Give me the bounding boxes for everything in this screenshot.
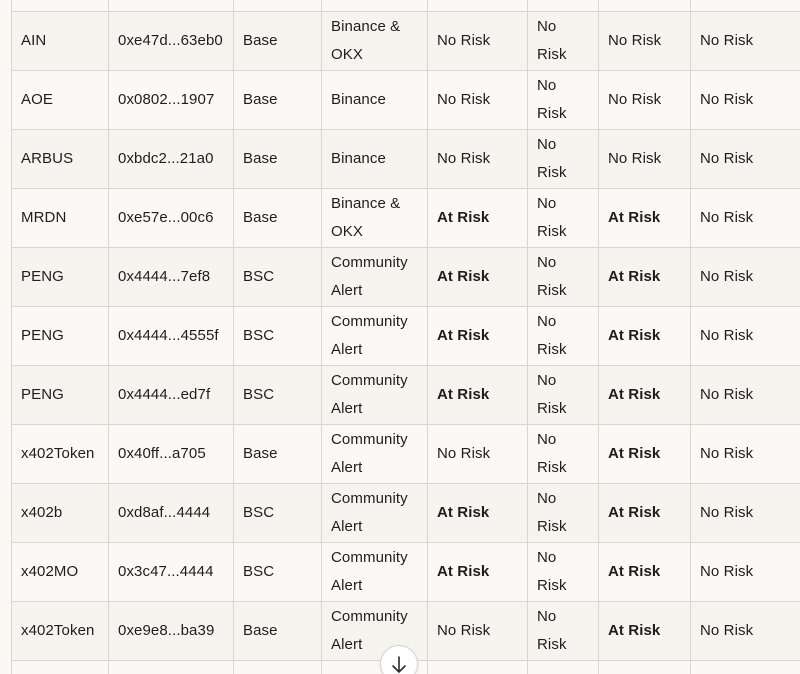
table-row <box>12 248 800 307</box>
risk-cell-4: No Risk <box>691 71 800 130</box>
token-cell <box>12 661 109 674</box>
risk-cell-4: No Risk <box>691 248 800 307</box>
risk-cell-3: At Risk <box>599 189 691 248</box>
source-cell: Community Alert <box>322 484 428 543</box>
risk-cell-1: No Risk <box>428 130 528 189</box>
chain-cell: Base <box>234 12 322 71</box>
chain-cell: Base <box>234 425 322 484</box>
token-cell: PENG <box>12 307 109 366</box>
risk-cell-2: No Risk <box>528 248 599 307</box>
source-cell: Binance & OKX <box>322 189 428 248</box>
table-body <box>12 0 800 674</box>
source-cell: Binance & OKX <box>322 12 428 71</box>
risk-cell-4: No Risk <box>691 425 800 484</box>
table-row <box>12 484 800 543</box>
table-row <box>12 130 800 189</box>
address-cell: 0x4444...ed7f <box>109 366 234 425</box>
token-cell: PENG <box>12 366 109 425</box>
risk-cell-3 <box>599 0 691 12</box>
risk-cell-1: No Risk <box>428 602 528 661</box>
chain-cell: BSC <box>234 543 322 602</box>
risk-cell-1: At Risk <box>428 189 528 248</box>
risk-cell-4 <box>691 0 800 12</box>
risk-cell-4: No Risk <box>691 307 800 366</box>
address-cell <box>109 0 234 12</box>
risk-cell-2: No Risk <box>528 366 599 425</box>
risk-cell-4: No Risk <box>691 189 800 248</box>
risk-cell-3: At Risk <box>599 425 691 484</box>
risk-cell-3: No Risk <box>599 71 691 130</box>
risk-cell-1: No Risk <box>428 12 528 71</box>
source-cell: Binance <box>322 71 428 130</box>
risk-cell-2: No Risk <box>528 189 599 248</box>
token-cell: PENG <box>12 248 109 307</box>
token-cell: x402MO <box>12 543 109 602</box>
risk-cell-4: No Risk <box>691 484 800 543</box>
risk-cell-2: No Risk <box>528 71 599 130</box>
risk-cell-3: No Risk <box>599 12 691 71</box>
source-cell: Community Alert <box>322 425 428 484</box>
token-risk-table <box>11 0 800 674</box>
risk-cell-3: At Risk <box>599 602 691 661</box>
address-cell: 0x4444...4555f <box>109 307 234 366</box>
risk-cell-2: No Risk <box>528 307 599 366</box>
table-row <box>12 366 800 425</box>
address-cell: 0xd8af...4444 <box>109 484 234 543</box>
table-row <box>12 425 800 484</box>
risk-cell-2: No Risk <box>528 484 599 543</box>
chain-cell: BSC <box>234 366 322 425</box>
risk-cell-2 <box>528 0 599 12</box>
chain-cell <box>234 661 322 674</box>
risk-cell-4: No Risk <box>691 543 800 602</box>
chain-cell: BSC <box>234 248 322 307</box>
chain-cell: BSC <box>234 484 322 543</box>
chain-cell: Base <box>234 602 322 661</box>
chain-cell: BSC <box>234 307 322 366</box>
source-cell: Community Alert <box>322 543 428 602</box>
risk-cell-4: No Risk <box>691 602 800 661</box>
chain-cell: Base <box>234 130 322 189</box>
address-cell: 0xe47d...63eb0 <box>109 12 234 71</box>
token-cell: x402Token <box>12 602 109 661</box>
risk-cell-3: At Risk <box>599 248 691 307</box>
token-cell: ARBUS <box>12 130 109 189</box>
table-row <box>12 543 800 602</box>
risk-cell-2: No Risk <box>528 130 599 189</box>
risk-cell-4 <box>691 661 800 674</box>
chain-cell <box>234 0 322 12</box>
risk-cell-3: At Risk <box>599 484 691 543</box>
address-cell: 0x40ff...a705 <box>109 425 234 484</box>
risk-cell-1: No Risk <box>428 425 528 484</box>
source-cell: Community Alert <box>322 307 428 366</box>
table-row <box>12 0 800 12</box>
risk-cell-1: At Risk <box>428 543 528 602</box>
chain-cell: Base <box>234 189 322 248</box>
table-row <box>12 12 800 71</box>
table-row <box>12 189 800 248</box>
address-cell: 0x3c47...4444 <box>109 543 234 602</box>
address-cell: 0x0802...1907 <box>109 71 234 130</box>
token-cell: x402b <box>12 484 109 543</box>
token-cell: AOE <box>12 71 109 130</box>
address-cell: 0xe9e8...ba39 <box>109 602 234 661</box>
risk-cell-3: At Risk <box>599 543 691 602</box>
source-cell: Community Alert <box>322 602 428 661</box>
risk-cell-1 <box>428 661 528 674</box>
risk-cell-1: At Risk <box>428 484 528 543</box>
token-cell <box>12 0 109 12</box>
source-cell <box>322 0 428 12</box>
source-cell: Community Alert <box>322 248 428 307</box>
risk-cell-1: No Risk <box>428 71 528 130</box>
risk-cell-3: No Risk <box>599 130 691 189</box>
address-cell: 0x4444...7ef8 <box>109 248 234 307</box>
address-cell: 0xe57e...00c6 <box>109 189 234 248</box>
address-cell <box>109 661 234 674</box>
risk-cell-3: At Risk <box>599 307 691 366</box>
risk-cell-1: At Risk <box>428 248 528 307</box>
risk-cell-2: No Risk <box>528 12 599 71</box>
token-cell: x402Token <box>12 425 109 484</box>
risk-cell-1: At Risk <box>428 366 528 425</box>
chain-cell: Base <box>234 71 322 130</box>
risk-cell-1: At Risk <box>428 307 528 366</box>
risk-cell-3 <box>599 661 691 674</box>
risk-cell-4: No Risk <box>691 366 800 425</box>
table-row <box>12 307 800 366</box>
source-cell: Binance <box>322 130 428 189</box>
risk-cell-4: No Risk <box>691 12 800 71</box>
address-cell: 0xbdc2...21a0 <box>109 130 234 189</box>
risk-cell-1 <box>428 0 528 12</box>
arrow-down-icon <box>391 656 407 674</box>
risk-cell-4: No Risk <box>691 130 800 189</box>
risk-cell-2: No Risk <box>528 602 599 661</box>
table-row <box>12 71 800 130</box>
token-cell: AIN <box>12 12 109 71</box>
risk-cell-2: No Risk <box>528 543 599 602</box>
risk-cell-3: At Risk <box>599 366 691 425</box>
token-cell: MRDN <box>12 189 109 248</box>
source-cell: Community Alert <box>322 366 428 425</box>
risk-cell-2 <box>528 661 599 674</box>
risk-cell-2: No Risk <box>528 425 599 484</box>
